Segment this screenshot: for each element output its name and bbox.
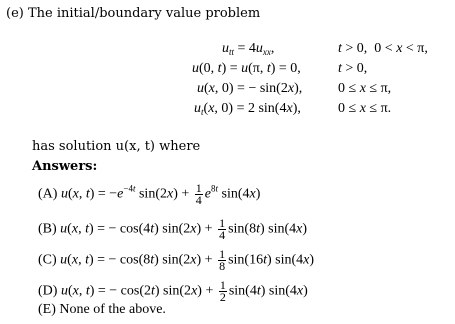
equation-4-cond: 0 ≤ x ≤ π. (338, 101, 392, 116)
answer-a-label: (A) (38, 186, 58, 202)
answer-d[interactable]: (D) u(x, t) = − cos(2t) sin(2x) + $\frac{1}{2}$ sin(4t) sin(4x) (38, 278, 308, 304)
part-label: (e) (6, 6, 24, 21)
answers-heading: Answers: (32, 159, 98, 174)
answer-e[interactable] (38, 302, 166, 318)
equation-2-lhs: u(0, t) = u(π, t) = 0, (192, 61, 301, 76)
answer-b[interactable]: (B) u(x, t) = − cos(4t) sin(2x) + $\frac{1}{4}$ sin(8t) sin(4x) (38, 216, 308, 242)
answer-b-label: (B) (38, 221, 57, 237)
solution-statement: has solution u(x, t) where (32, 139, 201, 154)
equation-1-cond: t > 0, 0 < x < π, (338, 41, 428, 56)
answer-a[interactable]: (A) u(x, $t) = -e^{-4t}$ sin(2x) + $\frac{1}{4}$ $e^{8t}$ sin(4x) (38, 181, 261, 207)
equation-2-cond: t > 0, (338, 61, 368, 76)
question-header (6, 6, 260, 22)
equation-3-cond: 0 ≤ x ≤ π, (338, 81, 392, 96)
fraction-one-quarter: $\frac{1}{4}$ (219, 216, 226, 242)
fraction-one-eighth: $\frac{1}{8}$ (219, 247, 226, 273)
answer-c[interactable]: (C) u(x, t) = − cos(8t) sin(2x) + $\frac{1}{8}$ sin(16t) sin(4x) (38, 247, 315, 273)
answer-e-text: None of the above. (59, 302, 166, 317)
answer-c-label: (C) (38, 252, 57, 268)
answer-e-label: (E) (38, 302, 56, 317)
intro-text: The initial/boundary value problem (27, 6, 261, 21)
equation-4-lhs: $u_t(x$, 0) = 2 sin(4x), (194, 101, 301, 117)
answer-d-label: (D) (38, 283, 58, 299)
fraction-one-half: $\frac{1}{2}$ (219, 278, 226, 304)
fraction-one-quarter: $\frac{1}{4}$ (195, 181, 202, 207)
equation-3-lhs: u(x, 0) = − sin(2x), (197, 81, 303, 96)
equation-1-lhs: $u_{tt} = 4u_{xx}$, (222, 41, 275, 57)
